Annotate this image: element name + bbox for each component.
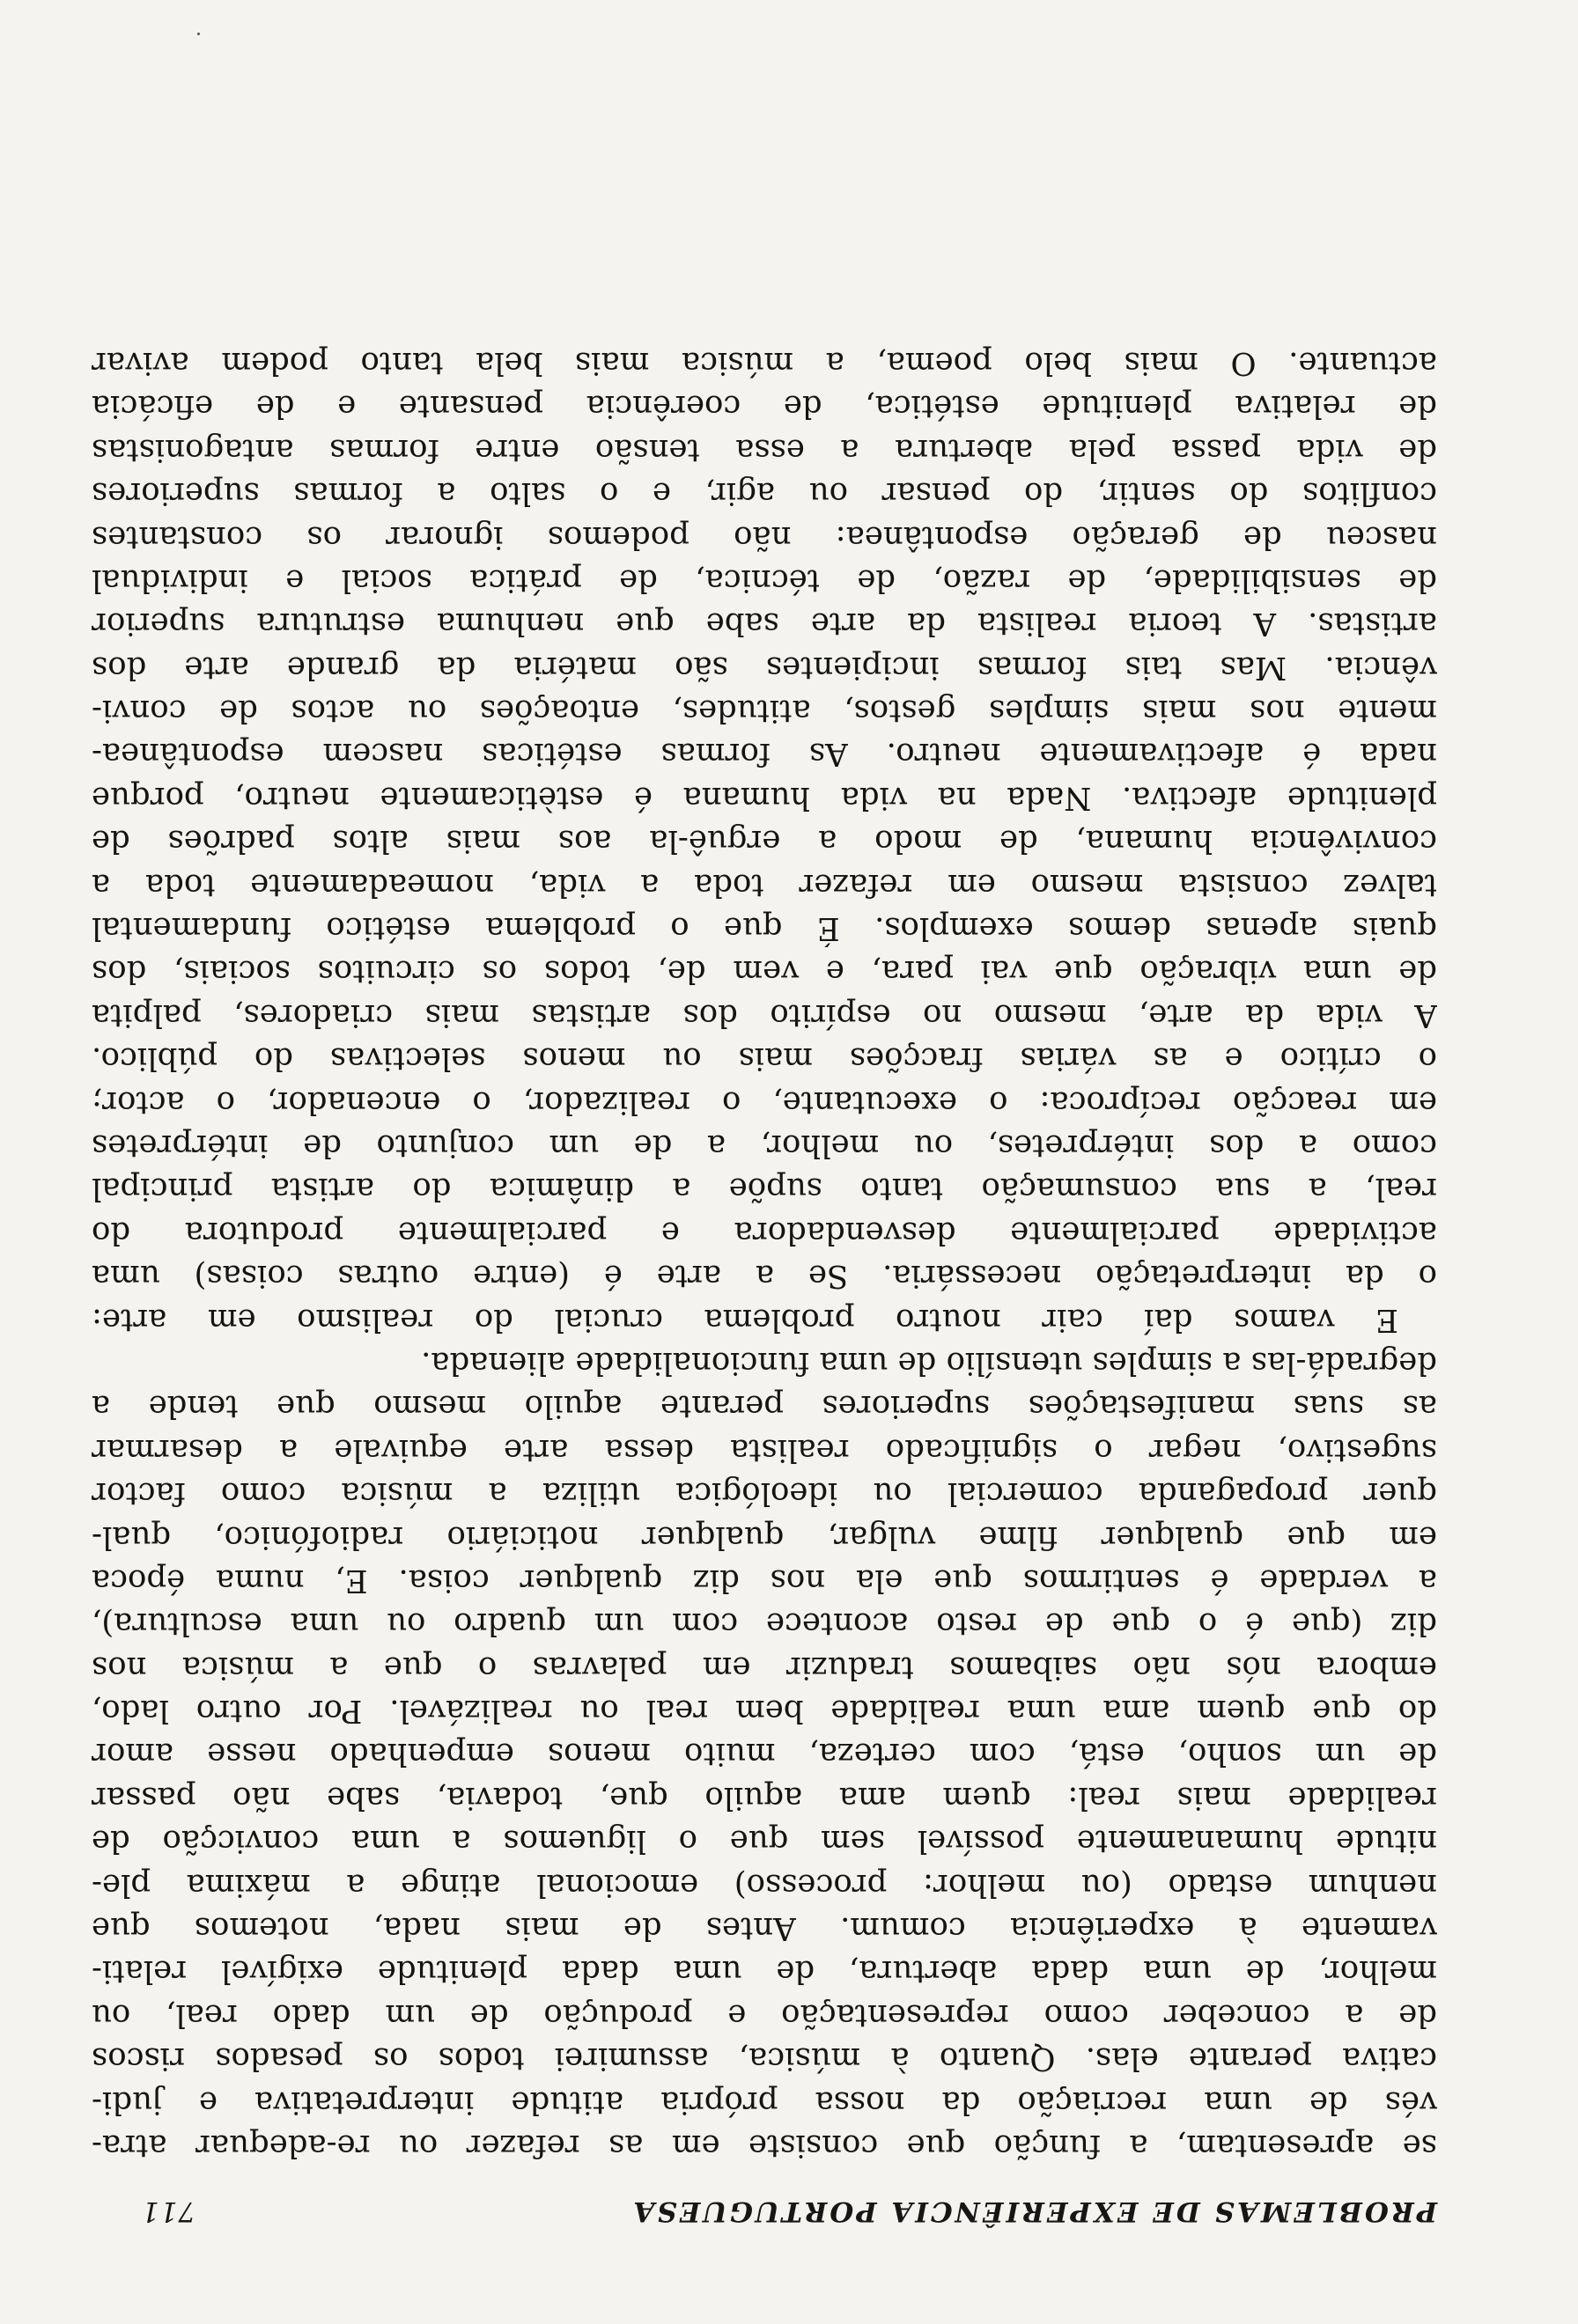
text-line: degradá-las a simples utensílio de uma funcionalidade alienada. bbox=[421, 1344, 1437, 1381]
text-line: nitude humanamente possível sem que o liguemos a uma convicção de bbox=[92, 1823, 1437, 1860]
text-line: quais apenas demos exemplos. É que o problema estético fundamental bbox=[92, 910, 1437, 947]
text-line: nasceu de geração espontânea: não podemos ignorar os constantes bbox=[92, 518, 1437, 555]
text-line: vência. Mas tais formas incipientes são matéria da grande arte dos bbox=[92, 649, 1437, 686]
running-title: PROBLEMAS DE EXPERIÊNCIA PORTUGUESA bbox=[630, 2195, 1437, 2227]
ink-speck bbox=[197, 33, 200, 35]
text-line: sugestivo, negar o significado realista dessa arte equivale a desarmar bbox=[92, 1431, 1437, 1468]
text-line: plenitude afectiva. Nada na vida humana é estèticamente neutro, porque bbox=[92, 779, 1437, 816]
text-line: em reacção recíproca: o executante, o realizador, o encenador, o actor; bbox=[92, 1084, 1437, 1121]
text-line: actuante. O mais belo poema, a música mais bela tanto podem avivar bbox=[92, 344, 1437, 381]
text-line: talvez consista mesmo em refazer toda a vida, nomeadamente toda a bbox=[92, 866, 1437, 903]
text-line: A vida da arte, mesmo no espírito dos artistas mais criadores, palpita bbox=[92, 997, 1437, 1033]
text-line: de a conceber como representação e produção de um dado real, ou bbox=[92, 1997, 1437, 2034]
text-line: real, a sua consumação tanto supõe a dinâmica do artista principal bbox=[92, 1171, 1437, 1208]
text-line: do que quem ama uma realidade bem real ou realizável. Por outro lado, bbox=[92, 1693, 1437, 1730]
text-line: vamente à experiência comum. Antes de mais nada, notemos que bbox=[92, 1910, 1437, 1947]
text-line: nenhum estado (ou melhor: processo) emocional atinge a máxima ple- bbox=[92, 1866, 1437, 1903]
page-header bbox=[141, 2192, 1437, 2227]
text-line: diz (que é o que de resto acontece com um quadro ou uma escultura), bbox=[92, 1606, 1437, 1643]
text-line: artistas. A teoria realista da arte sabe que nenhuma estrutura superior bbox=[92, 606, 1437, 643]
text-line: como a dos intérpretes, ou melhor, a de um conjunto de intérpretes bbox=[92, 1128, 1437, 1165]
text-line: convivência humana, de modo a erguê-la aos mais altos padrões de bbox=[92, 823, 1437, 860]
text-line: o crítico e as várias fracções mais ou menos selectivas do público. bbox=[92, 1041, 1437, 1077]
text-line: se apresentam, a função que consiste em as refazer ou re-adequar atra- bbox=[92, 2128, 1437, 2164]
body-text bbox=[92, 342, 1437, 2167]
text-line: de relativa plenitude estética, de coerência pensante e de eficácia bbox=[92, 388, 1437, 425]
text-line: as suas manifestações superiores perante aquilo mesmo que tende a bbox=[92, 1388, 1437, 1425]
text-line: cativa perante elas. Quanto à música, assumirei todos os pesados riscos bbox=[92, 2041, 1437, 2078]
text-line: E vamos daí cair noutro problema crucial do realismo em arte: bbox=[92, 1301, 1398, 1338]
text-line: de sensibilidade, de razão, de técnica, de prática social e individual bbox=[92, 562, 1437, 599]
text-line: mente nos mais simples gestos, atitudes, entoações ou actos de convi- bbox=[92, 693, 1437, 730]
text-line: actividade parcialmente desvendadora e parcialmente produtora do bbox=[92, 1214, 1437, 1251]
text-line: embora nós não saibamos traduzir em palavras o que a música nos bbox=[92, 1649, 1437, 1686]
text-line: de uma vibração que vai para, e vem de, todos os circuitos sociais, dos bbox=[92, 953, 1437, 990]
text-line: em que qualquer filme vulgar, qualquer noticiário radiofónico, qual- bbox=[92, 1519, 1437, 1555]
text-line: de vida passa pela abertura a essa tensão entre formas antagonistas bbox=[92, 431, 1437, 468]
text-line: nada é afectivamente neutro. As formas estéticas nascem espontânea- bbox=[92, 736, 1437, 773]
text-line: a verdade é sentirmos que ela nos diz qualquer coisa. E, numa época bbox=[92, 1562, 1437, 1599]
text-line: melhor, de uma dada abertura, de uma dada plenitude exigível relati- bbox=[92, 1953, 1437, 1990]
text-line: realidade mais real: quem ama aquilo que, todavia, sabe não passar bbox=[92, 1779, 1437, 1816]
text-line: vés de uma recriação da nossa própria atitude interpretativa e judi- bbox=[92, 2084, 1437, 2121]
text-line: conflitos do sentir, do pensar ou agir, e o salto a formas superiores bbox=[92, 475, 1437, 512]
text-line: o da interpretação necessária. Se a arte é (entre outras coisas) uma bbox=[92, 1258, 1437, 1295]
page-number: 711 bbox=[141, 2195, 196, 2227]
text-line: quer propaganda comercial ou ideológica utiliza a música como factor bbox=[92, 1475, 1437, 1512]
text-line: de um sonho, está, com certeza, muito menos empenhado nesse amor bbox=[92, 1736, 1437, 1773]
